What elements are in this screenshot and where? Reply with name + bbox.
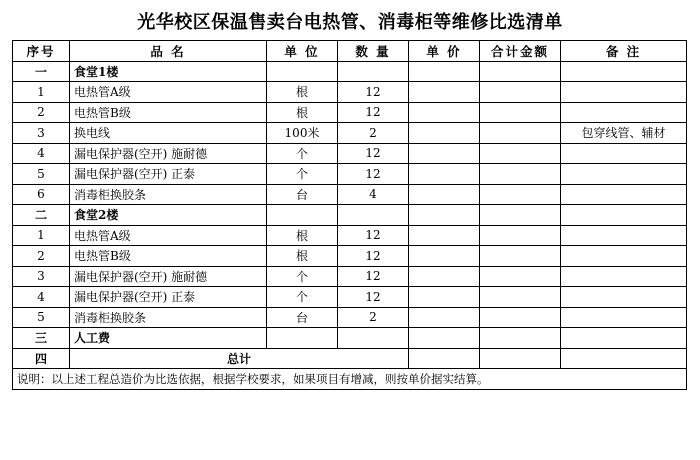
- header-total: 合计金额: [480, 41, 561, 62]
- cell-remark: 包穿线管、辅材: [561, 123, 687, 144]
- header-no: 序号: [13, 41, 70, 62]
- cell-no: 三: [13, 328, 70, 349]
- total-row: [13, 348, 687, 369]
- table-row: [13, 287, 687, 308]
- table-row: [13, 164, 687, 185]
- cell-name: 漏电保护器(空开) 施耐德: [70, 143, 267, 164]
- cell-total: [480, 184, 561, 205]
- cell-name: 食堂1楼: [70, 61, 267, 82]
- cell-name: 电热管A级: [70, 82, 267, 103]
- cell-total: [480, 266, 561, 287]
- cell-no: 5: [13, 307, 70, 328]
- table-row: [13, 266, 687, 287]
- cell-remark: [561, 328, 687, 349]
- document-title: 光华校区保温售卖台电热管、消毒柜等维修比选清单: [137, 12, 563, 33]
- cell-total: [480, 123, 561, 144]
- cell-name: 换电线: [70, 123, 267, 144]
- cell-unit: 台: [267, 184, 338, 205]
- total-row-no: 四: [13, 348, 70, 369]
- cell-qty: 12: [338, 164, 409, 185]
- cell-qty: 12: [338, 246, 409, 267]
- cell-name: 漏电保护器(空开) 正泰: [70, 164, 267, 185]
- cell-name: 电热管B级: [70, 246, 267, 267]
- cell-name: 电热管A级: [70, 225, 267, 246]
- cell-price: [409, 82, 480, 103]
- cell-qty: 12: [338, 82, 409, 103]
- cell-unit: 根: [267, 102, 338, 123]
- cell-total: [480, 205, 561, 226]
- cell-qty: 2: [338, 123, 409, 144]
- cell-total: [480, 102, 561, 123]
- cell-total: [480, 143, 561, 164]
- cell-remark: [561, 266, 687, 287]
- cell-remark: [561, 205, 687, 226]
- cell-remark: [561, 102, 687, 123]
- cell-price: [409, 164, 480, 185]
- section-row: [13, 328, 687, 349]
- cell-no: 6: [13, 184, 70, 205]
- cell-price: [409, 287, 480, 308]
- cell-price: [409, 102, 480, 123]
- cell-no: 1: [13, 82, 70, 103]
- note-row: [13, 369, 687, 390]
- cell-remark: [561, 143, 687, 164]
- cell-price: [409, 307, 480, 328]
- cell-name: 漏电保护器(空开) 施耐德: [70, 266, 267, 287]
- cell-price: [409, 328, 480, 349]
- total-row-price: [409, 348, 480, 369]
- cell-total: [480, 246, 561, 267]
- cell-no: 5: [13, 164, 70, 185]
- cell-price: [409, 266, 480, 287]
- total-row-remark: [561, 348, 687, 369]
- cell-remark: [561, 225, 687, 246]
- cell-no: 二: [13, 205, 70, 226]
- table-row: [13, 307, 687, 328]
- header-unit: 单 位: [267, 41, 338, 62]
- cell-qty: [338, 61, 409, 82]
- cell-unit: [267, 328, 338, 349]
- cell-price: [409, 143, 480, 164]
- cell-price: [409, 246, 480, 267]
- cell-unit: 根: [267, 246, 338, 267]
- cell-qty: 12: [338, 143, 409, 164]
- cell-no: 1: [13, 225, 70, 246]
- section-row: [13, 205, 687, 226]
- cell-remark: [561, 82, 687, 103]
- cell-no: 3: [13, 266, 70, 287]
- cell-unit: [267, 205, 338, 226]
- cell-no: 一: [13, 61, 70, 82]
- cell-unit: 个: [267, 266, 338, 287]
- cell-qty: [338, 205, 409, 226]
- cell-no: 4: [13, 287, 70, 308]
- header-qty: 数 量: [338, 41, 409, 62]
- cell-total: [480, 82, 561, 103]
- cell-total: [480, 287, 561, 308]
- cell-no: 2: [13, 246, 70, 267]
- cell-price: [409, 184, 480, 205]
- cell-total: [480, 328, 561, 349]
- cell-name: 消毒柜换胶条: [70, 307, 267, 328]
- cell-remark: [561, 164, 687, 185]
- cell-no: 2: [13, 102, 70, 123]
- table-row: [13, 82, 687, 103]
- total-row-label: 总计: [70, 348, 409, 369]
- header-name: 品 名: [70, 41, 267, 62]
- quotation-table: [12, 40, 687, 390]
- cell-qty: 12: [338, 102, 409, 123]
- cell-qty: 4: [338, 184, 409, 205]
- table-row: [13, 102, 687, 123]
- cell-unit: [267, 61, 338, 82]
- cell-no: 3: [13, 123, 70, 144]
- cell-unit: 根: [267, 225, 338, 246]
- cell-price: [409, 123, 480, 144]
- cell-name: 漏电保护器(空开) 正泰: [70, 287, 267, 308]
- cell-qty: 12: [338, 287, 409, 308]
- cell-qty: 2: [338, 307, 409, 328]
- cell-qty: 12: [338, 225, 409, 246]
- cell-unit: 个: [267, 287, 338, 308]
- cell-qty: [338, 328, 409, 349]
- cell-remark: [561, 61, 687, 82]
- table-row: [13, 143, 687, 164]
- cell-no: 4: [13, 143, 70, 164]
- cell-unit: 台: [267, 307, 338, 328]
- cell-price: [409, 205, 480, 226]
- header-remark: 备 注: [561, 41, 687, 62]
- cell-price: [409, 225, 480, 246]
- cell-unit: 个: [267, 164, 338, 185]
- cell-name: 消毒柜换胶条: [70, 184, 267, 205]
- table-row: [13, 225, 687, 246]
- total-row-amount: [480, 348, 561, 369]
- cell-total: [480, 164, 561, 185]
- table-header-row: [13, 41, 687, 62]
- cell-name: 食堂2楼: [70, 205, 267, 226]
- table-body: [13, 61, 687, 348]
- cell-total: [480, 61, 561, 82]
- note-text: 说明：以上述工程总造价为比选依据，根据学校要求，如果项目有增减，则按单价据实结算。: [13, 369, 687, 390]
- table-row: [13, 123, 687, 144]
- cell-unit: 根: [267, 82, 338, 103]
- section-row: [13, 61, 687, 82]
- cell-remark: [561, 307, 687, 328]
- cell-remark: [561, 246, 687, 267]
- cell-price: [409, 61, 480, 82]
- cell-qty: 12: [338, 266, 409, 287]
- cell-total: [480, 225, 561, 246]
- table-row: [13, 246, 687, 267]
- cell-remark: [561, 287, 687, 308]
- cell-total: [480, 307, 561, 328]
- cell-name: 人工费: [70, 328, 267, 349]
- cell-unit: 个: [267, 143, 338, 164]
- header-price: 单 价: [409, 41, 480, 62]
- table-row: [13, 184, 687, 205]
- cell-name: 电热管B级: [70, 102, 267, 123]
- cell-remark: [561, 184, 687, 205]
- cell-unit: 100米: [267, 123, 338, 144]
